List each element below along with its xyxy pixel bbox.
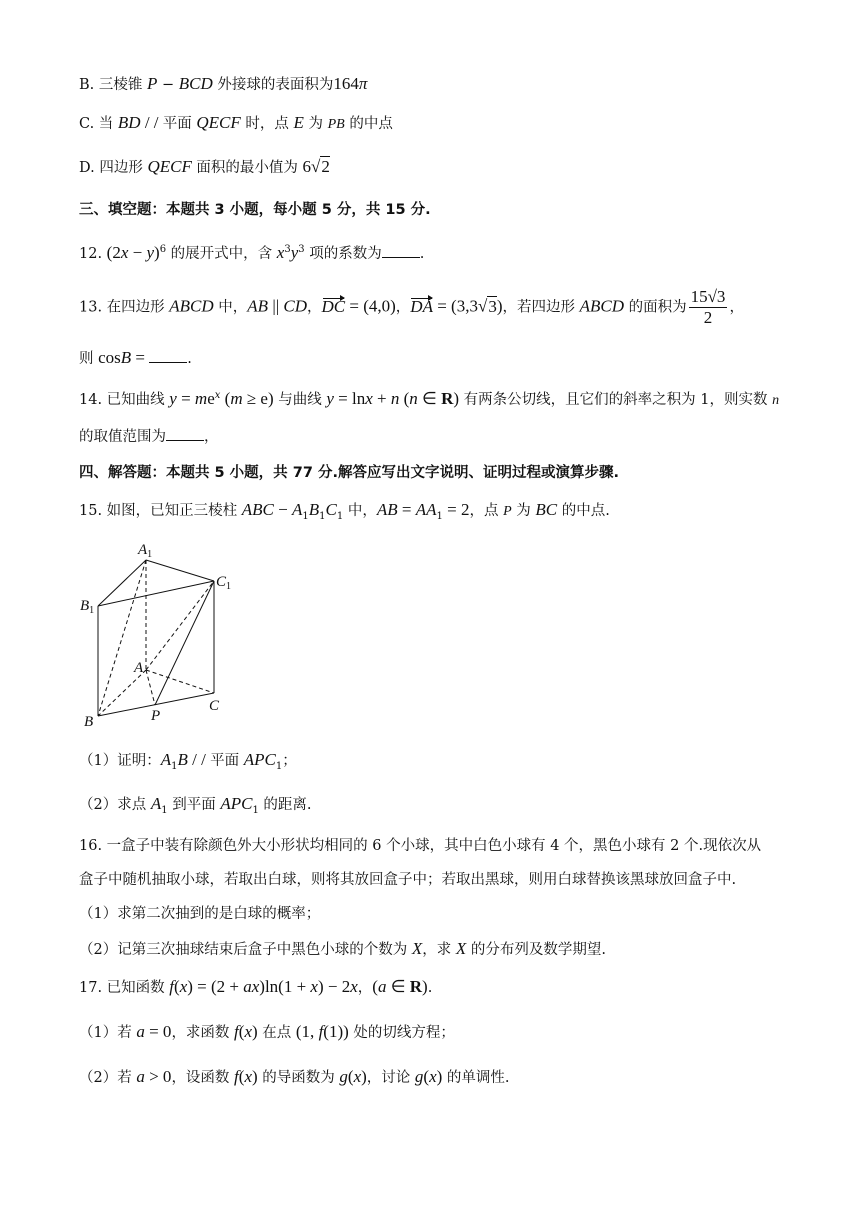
question-15-part-2: （2）求点 $A_1$ 到平面 $APC_1$ 的距离. (79, 794, 312, 816)
section-4-heading: 四、解答题：本题共 5 小题，共 77 分.解答应写出文字说明、证明过程或演算步骤. (79, 465, 619, 481)
question-16: 16. 一盒子中装有除颜色外大小形状均相同的 6 个小球，其中白色小球有 4 个，黑色小球有 2 个.现依次从 (79, 838, 762, 854)
section-3-heading: 三、填空题：本题共 3 小题，每小题 5 分，共 15 分. (79, 202, 431, 218)
prism-figure (76, 538, 236, 738)
question-15: 15. 如图，已知正三棱柱 ABC − $A_1B_1C_1$ 中，AB = $AA_1 = 2$，点 P 为 BC 的中点. (79, 500, 610, 522)
option-d: D. 四边形 QECF 面积的最小值为 6√2 (79, 157, 330, 176)
question-15-part-1: （1）证明：$A_1B$ / / 平面 $APC_1$； (79, 750, 297, 772)
label-b1: $B_1$ (80, 598, 95, 616)
question-13-cont: 则 cosB = . (79, 348, 192, 367)
question-16-part-1: （1）求第二次抽到的是白球的概率； (79, 906, 321, 922)
question-13: 13. 在四边形 ABCD 中，AB || CD，DC = (4,0)，DA = (3,3√3)，若四边形 ABCD 的面积为 $\frac{15√3}{2}$ ， (79, 287, 744, 327)
question-17: 17. 已知函数 f(x) = (2 + ax)ln(1 + x) − 2x，(a ∈ R). (79, 977, 433, 996)
label-a1: $A_1$ (138, 542, 153, 560)
question-14-cont: 的取值范围为 ， (79, 426, 219, 447)
label-p: P (151, 708, 161, 724)
option-b: B. 三棱锥 P − BCD 外接球的表面积为164π (79, 74, 368, 93)
label-a: A (134, 660, 144, 676)
label-b: B (84, 714, 94, 730)
question-12: 12. $(2x - y)^6$ 的展开式中，含 $x^3y^3$ 项的系数为 . (79, 242, 425, 262)
label-c: C (209, 698, 220, 714)
label-c1: $C_1$ (216, 574, 232, 592)
question-17-part-2: （2）若 a > 0，设函数 f(x) 的导函数为 g(x)，讨论 g(x) 的单调性. (79, 1067, 510, 1086)
question-16-cont: 盒子中随机抽取小球，若取出白球，则将其放回盒子中；若取出黑球，则用白球替换该黑球放回盒子中. (79, 872, 737, 888)
question-16-part-2: （2）记第三次抽球结束后盒子中黑色小球的个数为 X，求 X 的分布列及数学期望. (79, 939, 606, 958)
option-c: C. 当 BD / / 平面 QECF 时，点 E 为 PB 的中点 (79, 113, 393, 132)
question-17-part-1: （1）若 a = 0，求函数 f(x) 在点 (1, f(1)) 处的切线方程； (79, 1022, 455, 1041)
question-14: 14. 已知曲线 $y = me^x$ (m ≥ e) 与曲线 y = lnx + n (n ∈ R) 有两条公切线，且它们的斜率之积为 1，则实数 n (79, 388, 780, 408)
